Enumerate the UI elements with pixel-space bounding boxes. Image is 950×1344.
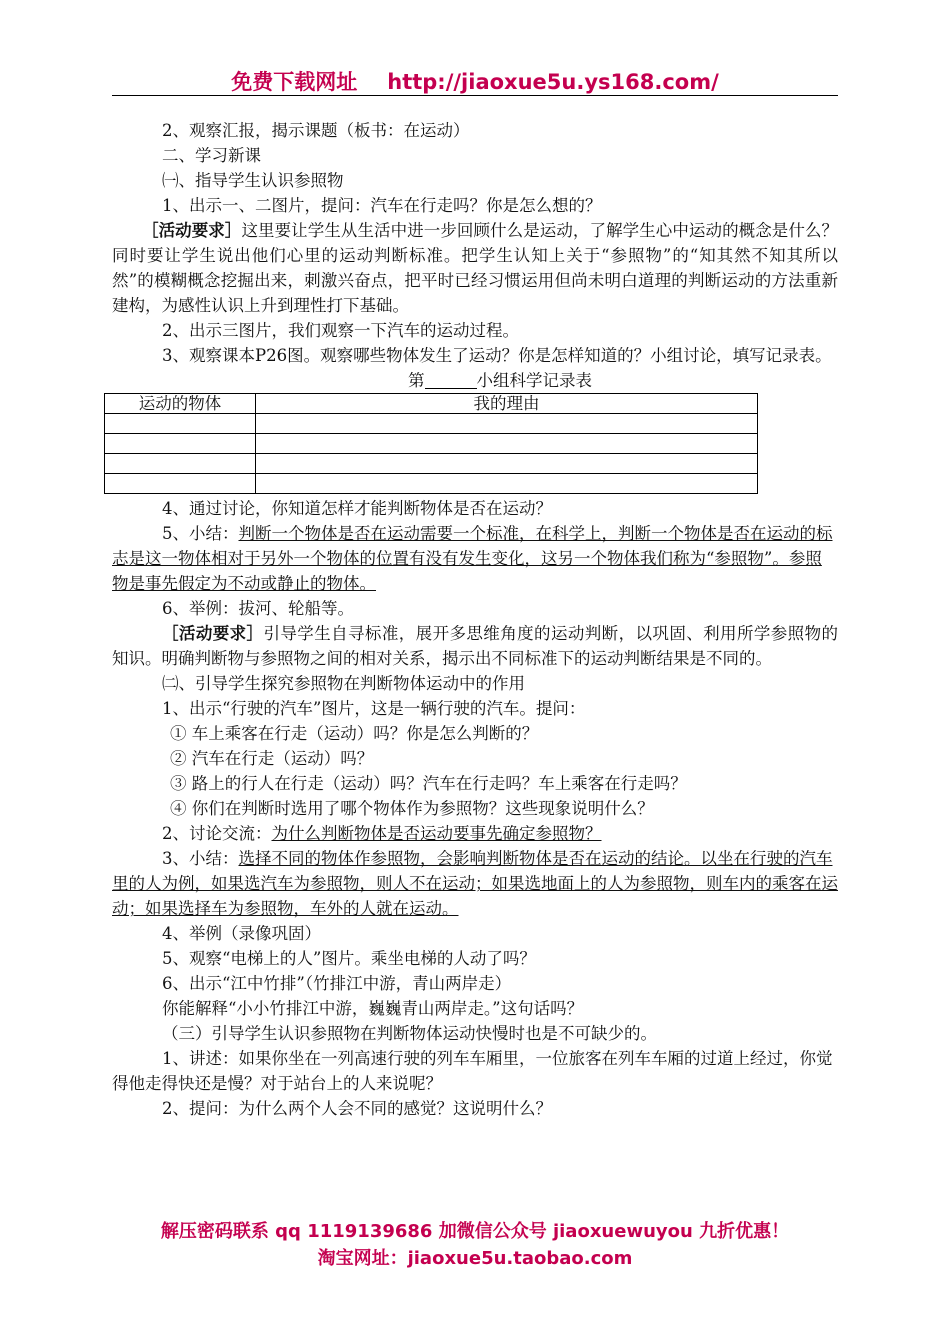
text-line: 2、观察汇报，揭示课题（板书：在运动） — [162, 121, 470, 140]
question-item: ② 汽车在行走（运动）吗？ — [170, 749, 374, 768]
record-table — [104, 393, 758, 494]
table-row — [105, 434, 758, 454]
discussion-line — [112, 821, 838, 846]
table-title-suffix: 小组科学记录表 — [476, 371, 592, 390]
question-item: ① 车上乘客在行走（运动）吗？你是怎么判断的？ — [170, 724, 539, 743]
text-line: 1、出示“行驶的汽车”图片，这是一辆行驶的汽车。提问： — [162, 699, 586, 718]
footer-contact-line: 解压密码联系 qq 1119139686 加微信公众号 jiaoxuewuyou 九折优惠！ — [160, 1221, 790, 1242]
table-cell[interactable] — [105, 414, 256, 434]
text-line: 1、出示一、二图片，提问：汽车在行走吗？你是怎么想的？ — [162, 196, 602, 215]
table-cell[interactable] — [256, 414, 758, 434]
document-body — [112, 118, 838, 1121]
table-cell[interactable] — [105, 474, 256, 494]
question-item: ④ 你们在判断时选用了哪个物体作为参照物？这些现象说明什么？ — [170, 799, 654, 818]
summary-prefix: 3、小结： — [162, 849, 239, 868]
text-line: 5、观察“电梯上的人”图片。乘坐电梯的人动了吗？ — [162, 949, 536, 968]
col-header-reason: 我的理由 — [256, 394, 758, 414]
record-table-title — [112, 368, 838, 393]
text-paragraph: 1、讲述：如果你坐在一列高速行驶的列车车厢里，一位旅客在列车车厢的过道上经过，你觉得他走得快还是慢？对于站台上的人来说呢？ — [112, 1049, 833, 1093]
text-line: 4、通过讨论，你知道怎样才能判断物体是否在运动？ — [162, 499, 552, 518]
question-item: ③ 路上的行人在行走（运动）吗？汽车在行走吗？车上乘客在行走吗？ — [170, 774, 687, 793]
section-heading: ㈡、引导学生探究参照物在判断物体运动中的作用 — [162, 674, 525, 693]
table-cell[interactable] — [256, 434, 758, 454]
text-line: 二、学习新课 — [162, 146, 261, 165]
activity-requirement-2 — [112, 621, 838, 671]
text-paragraph: 3、观察课本P26图。观察哪些物体发生了运动？你是怎样知道的？小组讨论，填写记录表。 — [162, 346, 832, 365]
summary-2 — [112, 846, 838, 921]
table-cell[interactable] — [105, 434, 256, 454]
summary-prefix: 5、小结： — [162, 524, 239, 543]
page-header — [112, 66, 838, 96]
page-footer — [0, 1218, 950, 1272]
header-site-label: 免费下载网址 — [231, 70, 358, 94]
table-row — [105, 454, 758, 474]
discussion-prefix: 2、讨论交流： — [162, 824, 272, 843]
summary-text: 选择不同的物体作参照物，会影响判断物体是否在运动的结论。以坐在行驶的汽车里的人为例，如果选汽车为参照物，则人不在运动；如果选地面上的人为参照物，则车内的乘客在运动；如果选择车为参照物，车外的人就在运动。 — [112, 849, 838, 918]
header-site-url[interactable]: http://jiaoxue5u.ys168.com/ — [387, 70, 719, 94]
text-line: 你能解释“小小竹排江中游，巍巍青山两岸走。”这句话吗？ — [162, 999, 584, 1018]
activity-text: 这里要让学生从生活中进一步回顾什么是运动，了解学生心中运动的概念是什么？同时要让学生说出他们心里的运动判断标准。把学生认知上关于“参照物”的“知其然不知其所以然”的模糊概念挖掘出来，刺激兴奋点，把平时已经习惯运用但尚未明白道理的判断运动的方法重新建构，为感性认识上升到理性打下基础。 — [112, 221, 839, 315]
header-rule — [112, 95, 838, 96]
activity-label: ［活动要求］ — [162, 624, 264, 643]
section-heading: （三）引导学生认识参照物在判断物体运动快慢时也是不可缺少的。 — [162, 1024, 657, 1043]
table-cell[interactable] — [256, 474, 758, 494]
table-row — [105, 474, 758, 494]
activity-label: ［活动要求］ — [142, 221, 242, 240]
footer-shop-url[interactable]: 淘宝网址：jiaoxue5u.taobao.com — [317, 1248, 633, 1269]
text-line: 6、出示“江中竹排”（竹排江中游，青山两岸走） — [162, 974, 512, 993]
table-cell[interactable] — [105, 454, 256, 474]
activity-text: 引导学生自寻标准，展开多思维角度的运动判断，以巩固、利用所学参照物的知识。明确判断物与参照物之间的相对关系，揭示出不同标准下的运动判断结果是不同的。 — [112, 624, 839, 668]
text-line: 2、提问：为什么两个人会不同的感觉？这说明什么？ — [162, 1099, 552, 1118]
summary-text: 判断一个物体是否在运动需要一个标准，在科学上，判断一个物体是否在运动的标志是这一物体相对于另外一个物体的位置有没有发生变化，这另一个物体我们称为“参照物”。参照物是事先假定为不动或静止的物体。 — [112, 524, 833, 593]
summary-1 — [112, 521, 838, 596]
table-header-row — [105, 394, 758, 414]
text-line: 2、出示三图片，我们观察一下汽车的运动过程。 — [162, 321, 519, 340]
table-cell[interactable] — [256, 454, 758, 474]
table-row — [105, 414, 758, 434]
group-number-blank — [425, 372, 477, 389]
col-header-object: 运动的物体 — [105, 394, 256, 414]
discussion-text: 为什么判断物体是否运动要事先确定参照物？ — [271, 824, 602, 843]
text-line: 6、举例：拔河、轮船等。 — [162, 599, 354, 618]
section-heading: ㈠、指导学生认识参照物 — [162, 171, 344, 190]
activity-requirement-1 — [112, 218, 838, 318]
table-title-prefix: 第 — [408, 371, 425, 390]
text-line: 4、举例（录像巩固） — [162, 924, 321, 943]
